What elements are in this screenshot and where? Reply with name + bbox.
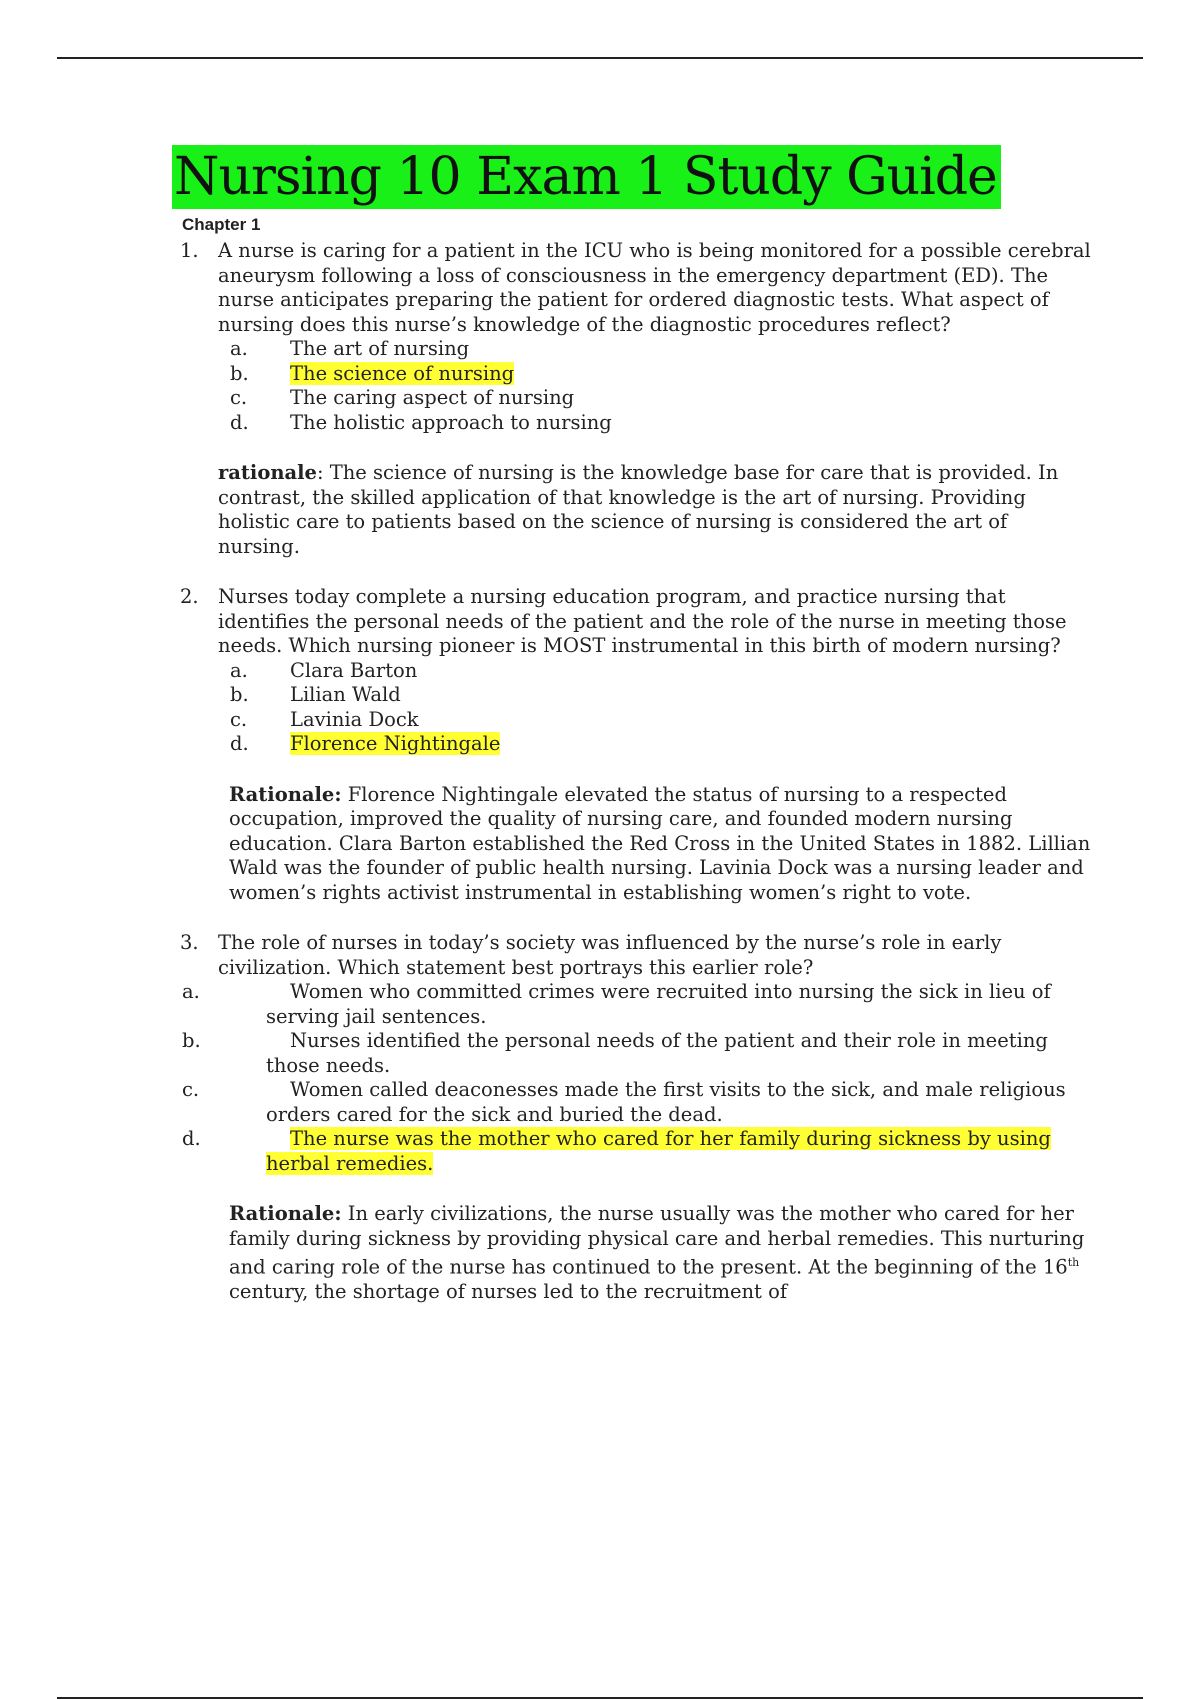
rationale: Rationale: Florence Nightingale elevated the status of nursing to a respected occupation, improved the quality of nursing care, and founded modern nursing education. Clara Barton established the Red Cross in the United States in 1882. Lillian Wald was the founder of public health nursing. Lavinia Dock was a nursing leader and women’s rights activist instrumental in establishing women’s right to vote. [229,782,1091,904]
option-b: b. Lilian Wald [230,683,401,706]
option-a: a. Women who committed crimes were recruited into nursing the sick in lieu of serving jail sentences. [182,980,1051,1028]
option-c: c. The caring aspect of nursing [230,386,575,409]
answer-highlight: Florence Nightingale [290,732,501,755]
top-rule [57,57,1143,59]
question-stem: Nurses today complete a nursing education program, and practice nursing that identifies the personal needs of the patient and the role of the nurse in meeting those needs. Which nursing pioneer is MOST instrumental in this birth of modern nursing? [218,585,1067,657]
option-a: a. Clara Barton [230,658,418,682]
question-number: 1. [180,239,199,262]
option-d-correct: d. The nurse was the mother who cared for her family during sickness by using herbal remedies. [182,1127,1051,1175]
answer-highlight: The nurse was the mother who cared for her family during sickness by using herbal remedies. [266,1127,1051,1175]
bottom-rule [57,1697,1143,1699]
option-list [172,980,1092,1176]
question-stem: The role of nurses in today’s society was influenced by the nurse’s role in early civilization. Which statement best portrays this earlier role? [218,931,1002,979]
question-number: 3. [180,931,199,954]
question-number: 2. [180,585,199,608]
option-b: b. Nurses identified the personal needs of the patient and their role in meeting those needs. [182,1029,1048,1077]
rationale: rationale: The science of nursing is the knowledge base for care that is provided. In contrast, the skilled application of that knowledge is the art of nursing. Providing holistic care to patients based on the science of nursing is considered the art of nursing. [218,461,1059,558]
chapter-heading: Chapter 1 [182,215,261,234]
option-c: c. Lavinia Dock [230,707,419,731]
superscript-th: th [1067,1256,1080,1269]
rationale-label: rationale [218,461,317,484]
question-1 [172,239,1092,559]
option-c: c. Women called deaconesses made the first visits to the sick, and male religious orders cared for the sick and buried the dead. [182,1078,1066,1126]
rationale-label: Rationale: [229,782,342,806]
option-b-correct: b. The science of nursing [230,361,515,385]
question-stem: A nurse is caring for a patient in the ICU who is being monitored for a possible cerebral aneurysm following a loss of consciousness in the emergency department (ED). The nurse anticipates preparing the patient for ordered diagnostic tests. What aspect of nursing does this nurse’s knowledge of the diagnostic procedures reflect? [218,239,1091,336]
answer-highlight: The science of nursing [290,361,515,385]
option-d-correct: d. Florence Nightingale [230,732,501,755]
option-d: d. The holistic approach to nursing [230,410,612,434]
rationale-label: Rationale: [229,1202,342,1225]
option-list [172,337,1092,435]
document-title: Nursing 10 Exam 1 Study Guide [172,145,1001,209]
option-a: a. The art of nursing [230,337,470,360]
question-3 [172,931,1092,1305]
document-body [172,145,1092,1305]
rationale: Rationale: In early civilizations, the nurse usually was the mother who cared for her family during sickness by providing physical care and herbal remedies. This nurturing and caring role of the nurse has continued to the present. At the beginning of the 16th century, the shortage of nurses led to the recruitment of [229,1202,1085,1303]
question-2 [172,585,1092,905]
option-list [172,659,1092,757]
